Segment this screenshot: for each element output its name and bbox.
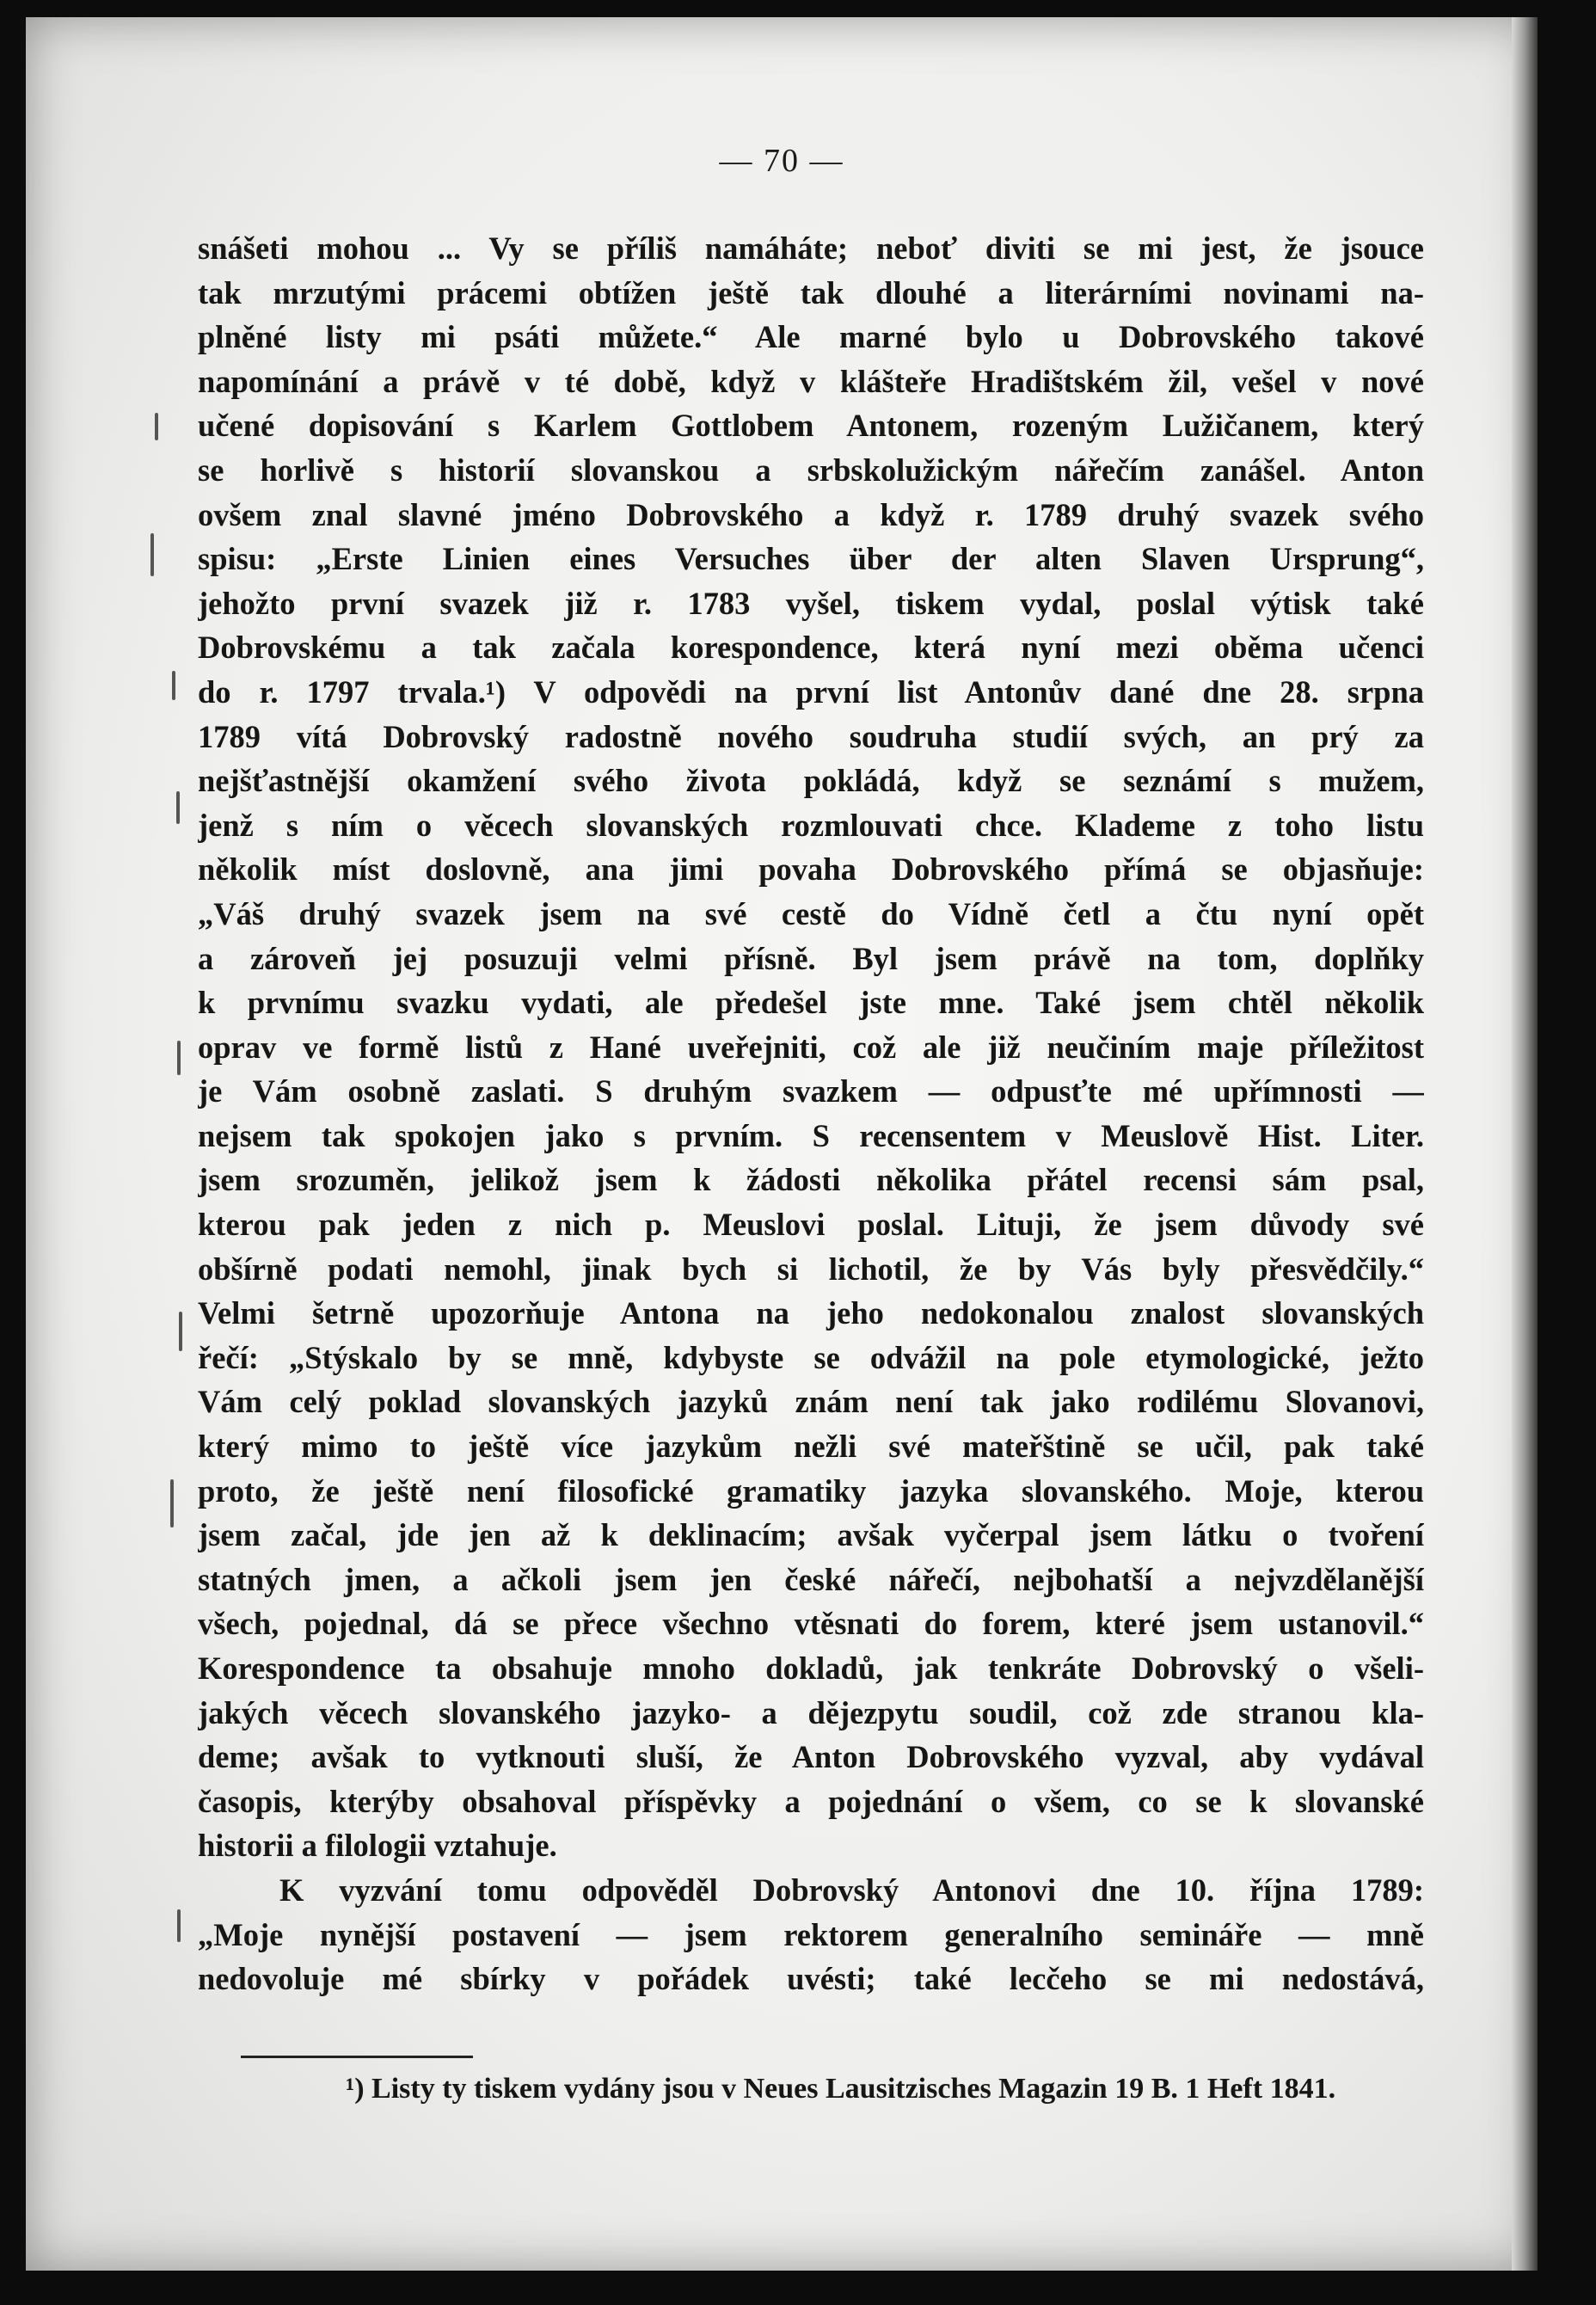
text-line: se horlivě s historií slovanskou a srbskolužickým nářečím zanášel. Anton xyxy=(198,452,1424,488)
text-line: plněné listy mi psáti můžete.“ Ale marné bylo u Dobrovského takové xyxy=(198,319,1424,355)
text-line: Dobrovskému a tak začala korespondence, která nyní mezi oběma učenci xyxy=(198,630,1424,666)
margin-mark xyxy=(177,1041,181,1075)
text-line: učené dopisování s Karlem Gottlobem Antonem, rozeným Lužičanem, který xyxy=(198,408,1424,444)
text-line: kterou pak jeden z nich p. Meuslovi poslal. Lituji, že jsem důvody své xyxy=(198,1207,1424,1243)
text-line: do r. 1797 trvala.¹) V odpovědi na první list Antonův dané dne 28. srpna xyxy=(198,673,1424,710)
text-line: proto, že ještě není filosofické gramatiky jazyka slovanského. Moje, kterou xyxy=(198,1472,1424,1509)
text-line: K vyzvání tomu odpověděl Dobrovský Antonovi dne 10. října 1789: xyxy=(279,1872,1424,1908)
text-line: 1789 vítá Dobrovský radostně nového soudruha studií svých, an prý za xyxy=(198,718,1424,754)
margin-mark xyxy=(177,1909,181,1942)
margin-mark xyxy=(150,533,154,576)
page-edge-shadow xyxy=(1512,17,1538,2271)
text-line: a zároveň jej posuzuji velmi přísně. Byl jsem právě na tom, doplňky xyxy=(198,940,1424,976)
text-line: deme; avšak to vytknouti sluší, že Anton Dobrovského vyzval, aby vydával xyxy=(198,1739,1424,1775)
text-line: k prvnímu svazku vydati, ale předešel jste mne. Také jsem chtěl několik xyxy=(198,985,1424,1021)
text-line: několik míst doslovně, ana jimi povaha Dobrovského přímá se objasňuje: xyxy=(198,851,1424,888)
text-line: jsem začal, jde jen až k deklinacím; avšak vyčerpal jsem látku o tvoření xyxy=(198,1517,1424,1553)
text-line: jehožto první svazek již r. 1783 vyšel, tiskem vydal, poslal výtisk také xyxy=(198,585,1424,621)
text-line: nejšťastnější okamžení svého života pokládá, když se seznámí s mužem, xyxy=(198,763,1424,799)
text-line: obšírně podati nemohl, jinak bych si lichotil, že by Vás byly přesvědčily.“ xyxy=(198,1251,1424,1287)
text-line: nedovoluje mé sbírky v pořádek uvésti; také lecčeho se mi nedostává, xyxy=(198,1961,1424,1997)
text-line: všech, pojednal, dá se přece všechno vtěsnati do forem, které jsem ustanovil.“ xyxy=(198,1606,1424,1642)
text-line: oprav ve formě listů z Hané uveřejniti, což ale již neučiním maje příležitost xyxy=(198,1029,1424,1065)
text-line: historii a filologii vztahuje. xyxy=(198,1828,557,1864)
text-line: který mimo to ještě více jazykům nežli své mateřštině se učil, pak také xyxy=(198,1429,1424,1465)
margin-mark xyxy=(170,1479,174,1527)
footnote-marker: ¹) xyxy=(346,2073,365,2105)
text-line: „Váš druhý svazek jsem na své cestě do Vídně četl a čtu nyní opět xyxy=(198,895,1424,931)
text-line: Vám celý poklad slovanských jazyků znám není tak jako rodilému Slovanovi, xyxy=(198,1384,1424,1420)
text-line: je Vám osobně zaslati. S druhým svazkem — odpusťte mé upřímnosti — xyxy=(198,1073,1424,1109)
text-line: snášeti mohou ... Vy se příliš namáháte; neboť diviti se mi jest, že jsouce xyxy=(198,230,1424,266)
text-line: nejsem tak spokojen jako s prvním. S recensentem v Meuslově Hist. Liter. xyxy=(198,1117,1424,1153)
text-line: ovšem znal slavné jméno Dobrovského a když r. 1789 druhý svazek svého xyxy=(198,496,1424,532)
margin-mark xyxy=(176,791,180,824)
text-line: jsem srozuměn, jelikož jsem k žádosti několika přátel recensi sám psal, xyxy=(198,1162,1424,1198)
margin-mark xyxy=(155,413,158,440)
text-line: Velmi šetrně upozorňuje Antona na jeho nedokonalou znalost slovanských xyxy=(198,1295,1424,1331)
footnote-rule xyxy=(241,2056,473,2058)
page-number: — 70 — xyxy=(719,143,844,179)
footnote-text: Listy ty tiskem vydány jsou v Neues Lausitzisches Magazin 19 B. 1 Heft 1841. xyxy=(371,2073,1336,2105)
text-line: napomínání a právě v té době, když v klášteře Hradištském žil, vešel v nové xyxy=(198,363,1424,399)
book-page xyxy=(26,17,1538,2271)
margin-mark xyxy=(172,671,175,700)
text-line: jakých věcech slovanského jazyko- a dějezpytu soudil, což zde stranou kla- xyxy=(198,1694,1424,1730)
text-line: statných jmen, a ačkoli jsem jen české nářečí, nejbohatší a nejvzdělanější xyxy=(198,1561,1424,1597)
body-text xyxy=(198,226,1424,2001)
margin-mark xyxy=(179,1312,182,1351)
text-line: tak mrzutými prácemi obtížen ještě tak dlouhé a literárními novinami na- xyxy=(198,274,1424,310)
text-line: řečí: „Stýskalo by se mně, kdybyste se odvážil na pole etymologické, ježto xyxy=(198,1339,1424,1375)
text-line: časopis, kterýby obsahoval příspěvky a pojednání o všem, co se k slovanské xyxy=(198,1783,1424,1819)
text-line: Korespondence ta obsahuje mnoho dokladů, jak tenkráte Dobrovský o všeli- xyxy=(198,1650,1424,1686)
footnote xyxy=(346,2073,1429,2105)
text-line: spisu: „Erste Linien eines Versuches über der alten Slaven Ursprung“, xyxy=(198,541,1424,577)
text-line: „Moje nynější postavení — jsem rektorem generalního semináře — mně xyxy=(198,1916,1424,1952)
text-line: jenž s ním o věcech slovanských rozmlouvati chce. Klademe z toho listu xyxy=(198,807,1424,843)
